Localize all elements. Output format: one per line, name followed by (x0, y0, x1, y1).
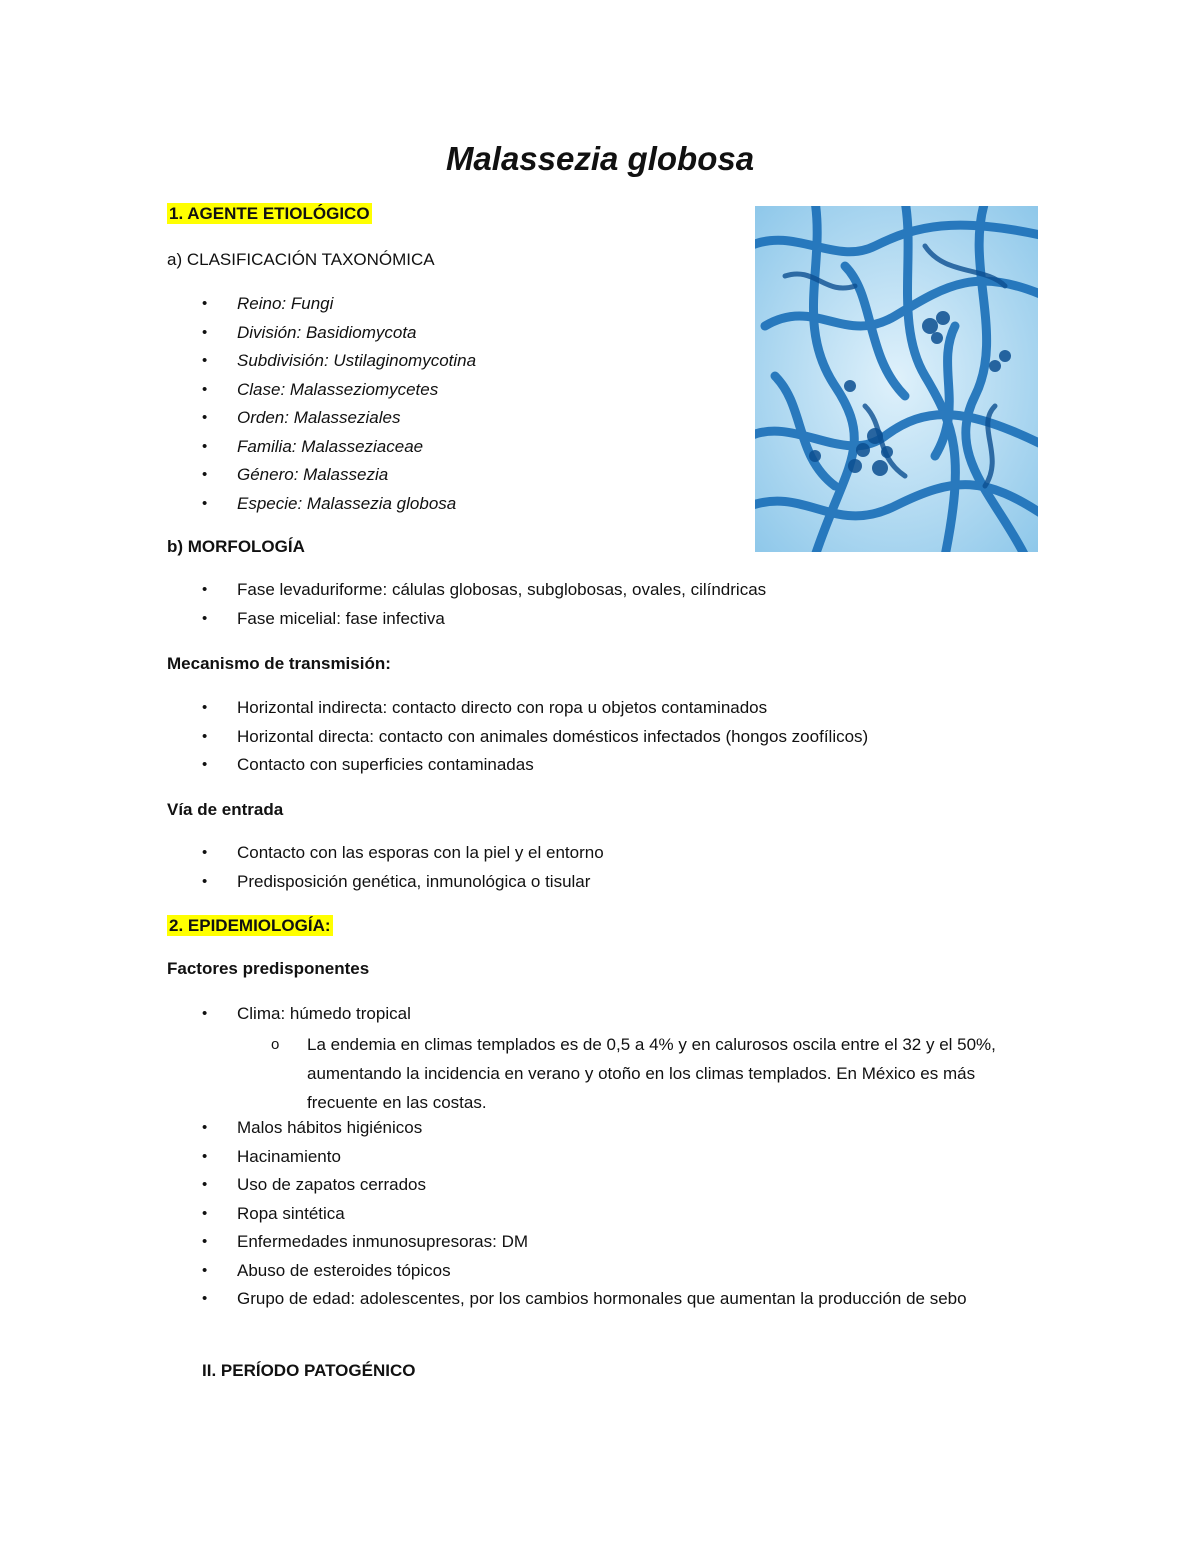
list-item: • Fase micelial: fase infectiva (167, 605, 766, 634)
section-3-heading: II. PERÍODO PATOGÉNICO (202, 1361, 416, 1380)
list-item: • Clima: húmedo tropical (167, 1000, 411, 1029)
circle-bullet-icon: o (271, 1036, 280, 1053)
climate-list (167, 1000, 411, 1029)
list-item: • Grupo de edad: adolescentes, por los cambios hormonales que aumentan la producción de sebo (167, 1285, 1037, 1314)
list-item: • Reino: Fungi (167, 290, 476, 319)
bullet-icon: • (202, 727, 208, 745)
bullet-icon: • (202, 295, 208, 312)
morphology-heading: b) MORFOLOGÍA (167, 537, 305, 556)
list-item: • Subdivisión: Ustilaginomycotina (167, 347, 476, 376)
list-item: • Clase: Malasseziomycetes (167, 376, 476, 405)
list-item: • Malos hábitos higiénicos (167, 1114, 1037, 1143)
document-title: Malassezia globosa (445, 140, 755, 177)
entry-list (167, 839, 604, 896)
bullet-icon: • (202, 1204, 208, 1222)
bullet-icon: • (202, 323, 208, 341)
bullet-icon: • (202, 1005, 208, 1022)
bullet-icon: • (202, 1233, 208, 1250)
list-item: • Género: Malassezia (167, 461, 476, 490)
taxonomy-list (167, 290, 476, 518)
bullet-icon: • (202, 352, 208, 369)
bullet-icon: • (202, 844, 208, 861)
list-item: • Orden: Malasseziales (167, 404, 476, 433)
list-item: • División: Basidiomycota (167, 319, 476, 348)
climate-detail: o La endemia en climas templados es de 0,5 a 4% y en calurosos oscila entre el 32 y el 50%, aumentando la incidencia en verano y otoño en los climas templados. En México es más frecuente en las costas. (307, 1030, 1032, 1117)
list-item: • Abuso de esteroides tópicos (167, 1257, 1037, 1286)
bullet-icon: • (202, 437, 208, 455)
section-1-heading: 1. AGENTE ETIOLÓGICO (169, 204, 370, 223)
list-item: • Contacto con superficies contaminadas (167, 751, 868, 780)
list-item: • Horizontal indirecta: contacto directo con ropa u objetos contaminados (167, 694, 868, 723)
list-item: • Uso de zapatos cerrados (167, 1171, 1037, 1200)
factors-heading: Factores predisponentes (167, 959, 370, 978)
list-item: • Predisposición genética, inmunológica o tisular (167, 868, 604, 897)
morphology-list (167, 576, 766, 633)
factors-list (167, 1114, 1037, 1314)
bullet-icon: • (202, 609, 208, 627)
bullet-icon: • (202, 1261, 208, 1279)
transmission-heading: Mecanismo de transmisión: (167, 654, 391, 673)
transmission-list (167, 694, 868, 780)
bullet-icon: • (202, 872, 208, 890)
list-item: • Horizontal directa: contacto con animales domésticos infectados (hongos zoofílicos) (167, 723, 868, 752)
bullet-icon: • (202, 699, 208, 716)
microscopy-image (755, 206, 1038, 552)
bullet-icon: • (202, 756, 208, 773)
bullet-icon: • (202, 466, 208, 483)
bullet-icon: • (202, 380, 208, 398)
entry-heading: Vía de entrada (167, 800, 284, 819)
bullet-icon: • (202, 581, 208, 598)
list-item: • Especie: Malassezia globosa (167, 490, 476, 519)
list-item: • Enfermedades inmunosupresoras: DM (167, 1228, 1037, 1257)
list-item: • Familia: Malasseziaceae (167, 433, 476, 462)
bullet-icon: • (202, 1176, 208, 1193)
list-item: • Hacinamiento (167, 1143, 1037, 1172)
taxonomy-heading: a) CLASIFICACIÓN TAXONÓMICA (167, 250, 435, 269)
section-2-heading: 2. EPIDEMIOLOGÍA: (169, 916, 331, 935)
bullet-icon: • (202, 494, 208, 512)
microscopy-icon (755, 206, 1038, 552)
bullet-icon: • (202, 409, 208, 426)
bullet-icon: • (202, 1147, 208, 1165)
list-item: • Ropa sintética (167, 1200, 1037, 1229)
bullet-icon: • (202, 1290, 208, 1307)
list-item: • Contacto con las esporas con la piel y el entorno (167, 839, 604, 868)
bullet-icon: • (202, 1119, 208, 1136)
list-item: • Fase levaduriforme: cálulas globosas, subglobosas, ovales, cilíndricas (167, 576, 766, 605)
